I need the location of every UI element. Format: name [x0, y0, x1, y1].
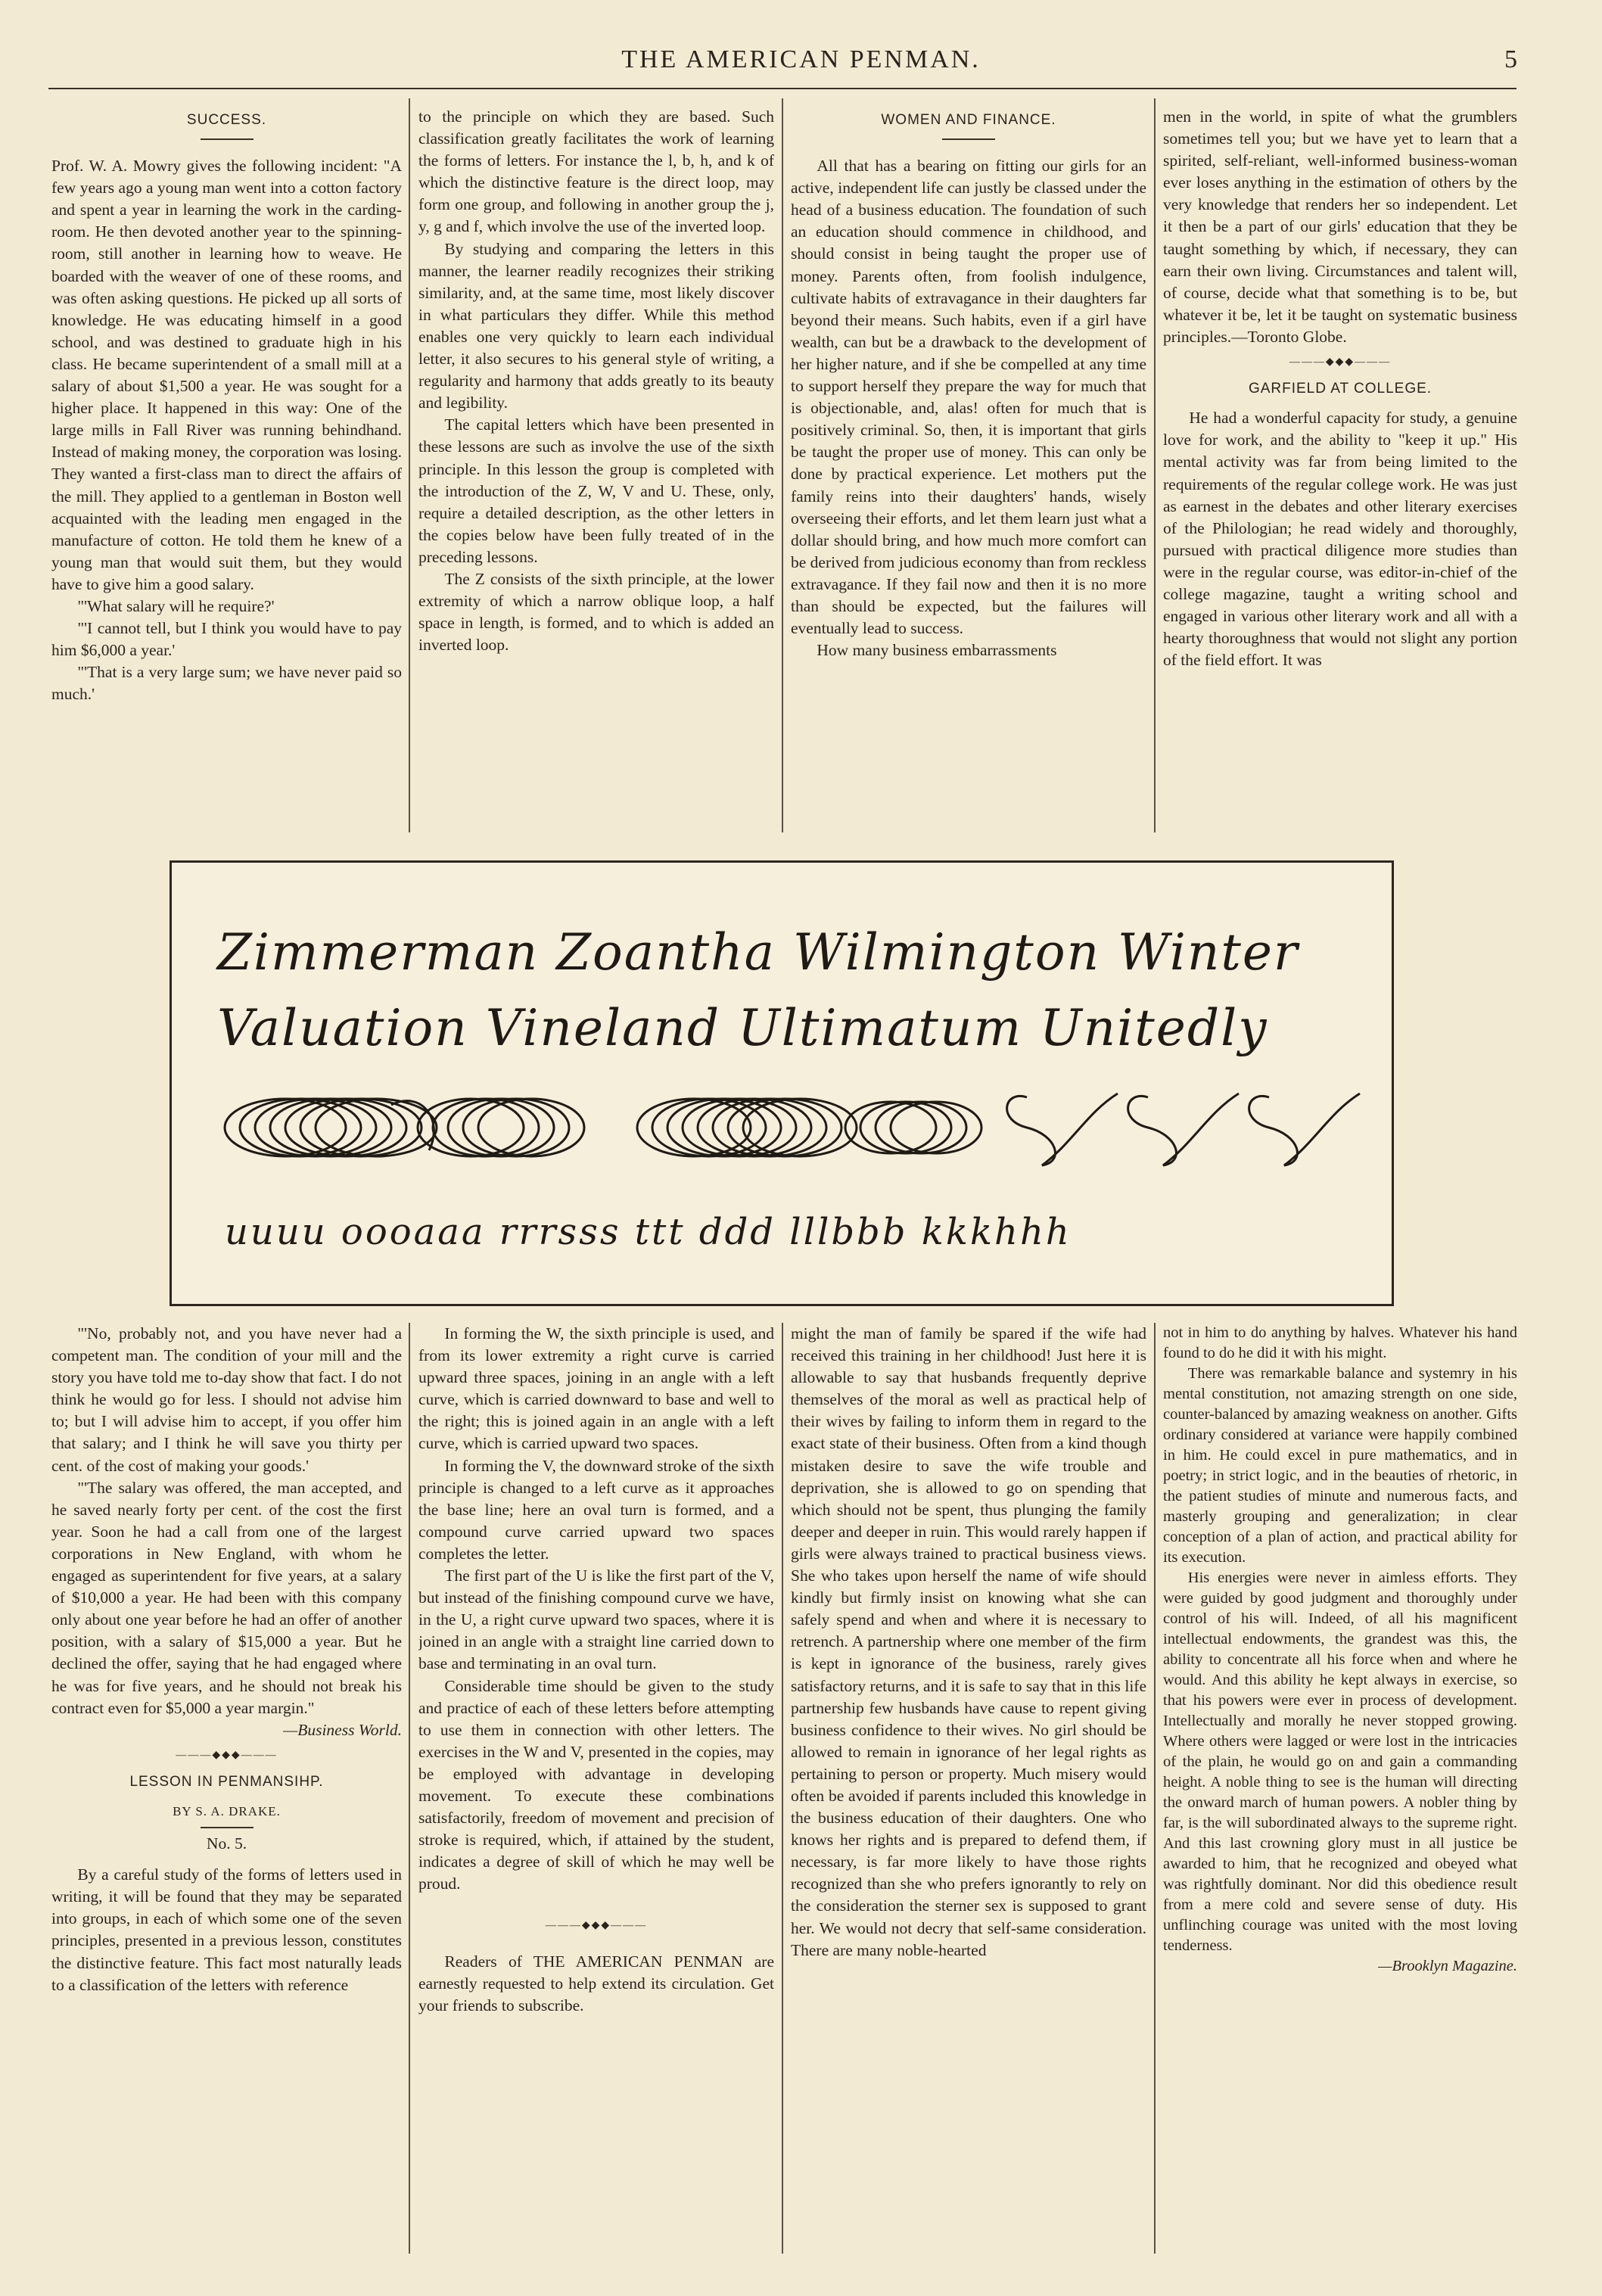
oval-drill-1: [225, 1099, 437, 1156]
paragraph: Prof. W. A. Mowry gives the following incident: "A few years ago a young man went into a cotton factory and spent a year in learning the work in the carding-room. He then devoted another year to the spinning-room, still another in learning how to weave. He boarded with the weaver of one of these rooms, and was often asking questions. He picked up all sorts of knowledge. He was educating himself in a good school, and was destined to graduate high in his class. He became superintendent of a small mill at a salary of about $1,500 a year. He was sought for a higher place. It happened in this way: One of the large mills in Fall River was running behindhand. Instead of making money, the corporation was losing. They wanted a first-class man to direct the affairs of the mill. They applied to a gentleman in Boston well acquainted with the leading men engaged in the manufacture of cotton. He told them he knew of a young man that would suit them, but they would have to give him a good salary.: [51, 157, 402, 593]
paragraph: In forming the W, the sixth principle is used, and from its lower extremity a right curve is carried upward three spaces, joining in an angle with a left curve, which is carried downward to base and well to the right; this is joined again in an angle with a left curve, which is carried upward two spaces.: [418, 1324, 774, 1453]
column-divider: [409, 98, 410, 832]
column-garfield-continued: [1163, 1323, 1517, 2254]
script-line-4: uuuu oooaaa rrrsss ttt ddd lllbbb kkkhhh: [225, 1211, 1072, 1253]
column-lesson-continued: [418, 106, 774, 840]
paragraph: The Z consists of the sixth principle, at the lower extremity of which a narrow oblique loop, a half space in length, is formed, and to which is added an inverted loop.: [418, 569, 774, 655]
paragraph: not in him to do anything by halves. Whatever his hand found to do he did it with his might.: [1163, 1324, 1517, 1361]
column-success: [51, 106, 402, 840]
paragraph: The first part of the U is like the first part of the V, but instead of the finishing compound curve we have, in the U, a right curve upward two spaces, where it is joined in an angle with a straight line carried down to base and terminating in an oval turn.: [418, 1566, 774, 1673]
paragraph: The capital letters which have been presented in these lessons are such as involve the use of the sixth principle. In this lesson the group is completed with the introduction of the Z, W, V and U. These, only, require a detailed description, as the other letters in the copies below have been fully treated of in the preceding lessons.: [418, 415, 774, 566]
column-garfield: [1163, 106, 1517, 840]
paragraph: to the principle on which they are based. Such classification greatly facilitates the work of learning the forms of letters. For instance the l, b, h, and k of which the distinctive feature is the direct loop, may form one group, and following in another group the j, y, g and f, which involve the use of the inverted loop.: [418, 107, 774, 236]
page-number: 5: [1504, 45, 1517, 73]
paragraph: "'What salary will he require?': [77, 596, 275, 615]
lesson-number: No. 5.: [206, 1834, 247, 1853]
column-women-finance: [791, 106, 1146, 840]
header-rule: [48, 88, 1516, 89]
ornament-divider: ———◆◆◆———: [1289, 356, 1392, 369]
byline: BY S. A. DRAKE.: [173, 1803, 281, 1818]
credit-brooklyn-magazine: —Brooklyn Magazine.: [1378, 1958, 1517, 1974]
heading-rule: [201, 138, 254, 140]
paragraph: "'No, probably not, and you have never had a competent man. The condition of your mill and the story you have told me to-day show that fact. I do not think he would go for less. I should not advise him to; but I will advise him to accept, if you offer him that salary; and I think he will save you thirty per cent. of the cost of making your goods.': [51, 1324, 402, 1475]
paragraph: "'I cannot tell, but I think you would have to pay him $6,000 a year.': [51, 619, 402, 660]
heading-rule: [942, 138, 995, 140]
paragraph: Readers of THE AMERICAN PENMAN are earnestly requested to help extend its circulation. Get your friends to subscribe.: [418, 1952, 774, 2014]
page-header: [0, 45, 1602, 79]
publication-title: THE AMERICAN PENMAN.: [621, 45, 981, 73]
oval-drill-2: [418, 1099, 584, 1156]
script-line-1: Zimmerman Zoantha Wilmington Winter: [217, 923, 1299, 982]
ornament-divider: ———◆◆◆———: [176, 1749, 278, 1761]
paragraph: There was remarkable balance and systemry in his mental constitution, not amazing strength on one side, counter-balanced by amazing weakness on another. Gifts ordinary considered at variance were happily combined in him. He could excel in pure mathematics, and in poetry; in strict logic, and in the beauties of rhetoric, in the patient studies of minute and numerous facts, and masterly grouping and generalization; in clear conception of a plan of action, and practical ability for its execution.: [1163, 1365, 1517, 1566]
heading-lesson-penmanship: LESSON IN PENMANSIHP.: [129, 1773, 324, 1790]
column-divider: [1154, 98, 1156, 832]
column-lesson-letters: [418, 1323, 774, 2254]
script-line-2: Valuation Vineland Ultimatum Unitedly: [217, 999, 1268, 1057]
paragraph: He had a wonderful capacity for study, a genuine love for work, and the ability to "keep it up." His mental activity was far from being limited to the requirements of the regular college work. He was just as earnest in the debates and other literary exercises of the Philologian; he read widely and thoroughly, pursued with practical diligence more studies than were in the regular course, was editor-in-chief of the college magazine, taught a writing school and engaged in various other literary work and all with a hearty thoroughness that would not slight any portion of the field effort. It was: [1163, 409, 1517, 670]
paragraph: How many business embarrassments: [817, 641, 1057, 660]
paragraph: His energies were never in aimless efforts. They were guided by good judgment and thoroughly under control of his will. Indeed, of all his magnificent intellectual endowments, the grandest was this, the ability to concentrate all his force when and where he would. And this ability he kept always in exercise, so that his powers were ever in process of development. Intellectually and morally he never stopped growing. Where others were lagged or were lost in the intricacies of the plain, he would go on and gain a commanding height. A noble thing to see is the human will directing the onward march of human powers. A nobler thing by far, is the will subordinated always to the supreme right. And this last crowning glory must in all justice be awarded to him, that he recognized and obeyed what was rightfully dominant. Nor did this obedience result from a mere cold and severe sense of duty. His unflinching courage was united with the most loving tenderness.: [1163, 1570, 1517, 1954]
paragraph: All that has a bearing on fitting our girls for an active, independent life can justly be classed under the head of a business education. The foundation of such an education should commence in childhood, and should consist in being taught the proper use of money. Parents often, from foolish indulgence, cultivate habits of extravagance in their daughters far beyond their means. Such habits, even if a girl have wealth, can but be a drawback to the development of her higher nature, and if she be compelled at any time to support herself they prepare the way for much that is objectionable, and, alas! often for much that is positively criminal. So, then, it is important that girls be taught the proper use of money. This can only be done by practical experience. Let mothers put the family reins into their daughters' hands, wisely overseeing their efforts, and let them learn just what a dollar should bring, and how much more comfort can be derived from judicious economy than from reckless extravagance. If they fail now and then it is no more than should be expected, but the failures will eventually lead to success.: [791, 157, 1146, 638]
paragraph: "'That is a very large sum; we have never paid so much.': [51, 663, 402, 704]
oval-drill-4: [845, 1102, 981, 1153]
column-women-finance-continued: [791, 1323, 1146, 2254]
column-success-continued: [51, 1323, 402, 2254]
column-divider: [782, 98, 783, 832]
heading-success: SUCCESS.: [186, 112, 267, 128]
paragraph: "'The salary was offered, the man accepted, and he saved nearly forty per cent. of the cost the first year. Soon he had a call from one of the largest corporations in New England, with whom he engaged as superintendent for five years, at a salary of $10,000 a year. He had been with this company only about one year before he had an offer of another position, with a salary of $15,000 a year. But he declined the offer, saying that he had engaged where he was for five years, and he should not break his contract even for $5,000 a year margin.": [51, 1478, 402, 1717]
heading-women-finance: WOMEN AND FINANCE.: [881, 112, 1056, 128]
paragraph: might the man of family be spared if the wife had received this training in her childhood! Just here it is allowable to say that husbands frequently deprive themselves of the moral as well as practical help of their wives by failing to inform them in regard to the exact state of their business. Often from a kind though mistaken desire to save the wife trouble and deprivation, she is allowed to go on spending that which should not be spent, thus plunging the family deeper and deeper in ruin. This would rarely happen if girls were always trained to practical business views. She who takes upon herself the name of wife should kindly but firmly insist on knowing what she can safely spend and when and where it is necessary to retrench. A partnership where one member of the firm is kept in ignorance of the business, rarely gives satisfactory returns, and it is safe to say that in this life partnership few husbands have cause to repent giving business confidence to their wives. No girl should be allowed to remain in ignorance of her legal rights as pertaining to person or property. Much misery would often be avoided if parents included this knowledge in the business education of their daughters. One who knows her rights and is prepared to defend them, if necessary, is far more likely to have those rights recognized than she who prefers ignorantly to rely on the consideration the sterner sex is supposed to grant her. We would not decry that self-same consideration. There are many noble-hearted: [791, 1324, 1146, 1959]
penmanship-plate: [170, 860, 1394, 1306]
paragraph: men in the world, in spite of what the grumblers sometimes tell you; but we have yet to learn that a spirited, self-reliant, well-informed business-woman ever loses anything in the estimation of others by the very knowledge that renders her so independent. Let it then be a part of our girls' education that they be taught something by which, if necessary, they can earn their own living. Circumstances and talent will, of course, decide what that something is to be, but whatever it be, let it be taught on systematic business principles.—Toronto Globe.: [1163, 107, 1517, 346]
ornament-divider: ———◆◆◆———: [545, 1920, 648, 1932]
column-divider: [1154, 1323, 1156, 2254]
heading-garfield: GARFIELD AT COLLEGE.: [1248, 381, 1432, 397]
paragraph: Considerable time should be given to the study and practice of each of these letters before attempting to use them in connection with other letters. The exercises in the W and V, presented in the copies, may be employed with advantage in developing movement. To execute these combinations satisfactorily, freedom of movement and precision of stroke is required, which, if attained by the student, indicates a degree of skill of which he may well be proud.: [418, 1676, 774, 1893]
oval-drill-3: [637, 1099, 857, 1156]
paragraph: By studying and comparing the letters in this manner, the learner readily recognizes their striking similarity, and, at the same time, most likely discover in what particulars they differ. While this method enables one very quickly to learn each individual letter, it also secures to his general style of writing, a regularity and harmony that adds greatly to its beauty and legibility.: [418, 239, 774, 412]
paragraph: By a careful study of the forms of letters used in writing, it will be found that they may be separated into groups, in each of which some one of the seven principles, presented in a previous lesson, constitutes the distinctive feature. This fact most naturally leads to a classification of the letters with reference: [51, 1865, 402, 1994]
capital-v-strokes: [1007, 1094, 1360, 1165]
credit-business-world: —Business World.: [283, 1720, 402, 1739]
column-divider: [782, 1323, 783, 2254]
column-divider: [409, 1323, 410, 2254]
paragraph: In forming the V, the downward stroke of the sixth principle is changed to a left curve as it approaches the base line; here an oval turn is formed, and a compound curve carried upward two spaces completes the letter.: [418, 1456, 774, 1563]
heading-rule: [201, 1827, 254, 1828]
